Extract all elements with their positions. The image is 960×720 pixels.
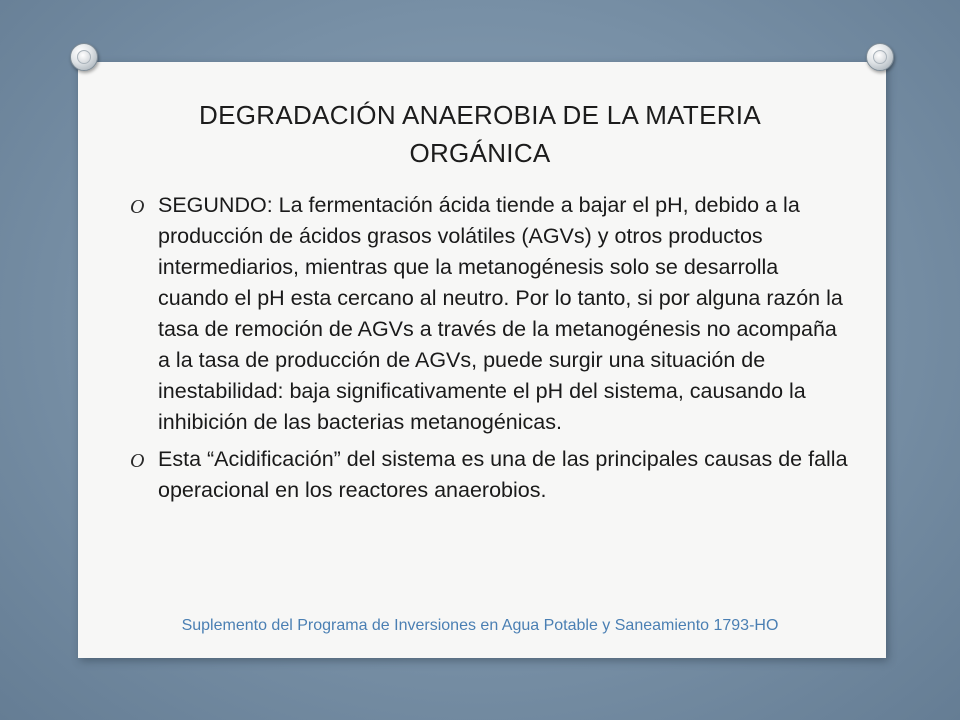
bullet-marker-icon: O <box>130 450 145 472</box>
bullet-text: Esta “Acidificación” del sistema es una de las principales causas de falla operacional en los reactores anaerobios. <box>158 447 848 502</box>
slide-footer: Suplemento del Programa de Inversiones en Agua Potable y Saneamiento 1793-HO <box>181 617 779 634</box>
slide-title-line-2: ORGÁNICA <box>409 138 551 168</box>
bullet-marker-icon: O <box>130 196 145 218</box>
slide-title-line-1: DEGRADACIÓN ANAEROBIA DE LA MATERIA <box>199 100 761 130</box>
slide-body <box>124 190 854 512</box>
bullet-text: SEGUNDO: La fermentación ácida tiende a bajar el pH, debido a la producción de ácidos grasos volátiles (AGVs) y otros productos intermediarios, mientras que la metanogénesis solo se desarrolla cuando el pH esta cercano al neutro. Por lo tanto, si por alguna razón la tasa de remoción de AGVs a través de la metanogénesis no acompaña a la tasa de producción de AGVs, puede surgir una situación de inestabilidad: baja significativamente el pH del sistema, causando la inhibición de las bacterias metanogénicas. <box>158 193 843 434</box>
bullet-item <box>124 190 854 438</box>
pushpin-icon <box>866 43 894 71</box>
slide-title <box>0 96 960 172</box>
bullet-item <box>124 444 854 506</box>
pushpin-icon <box>70 43 98 71</box>
